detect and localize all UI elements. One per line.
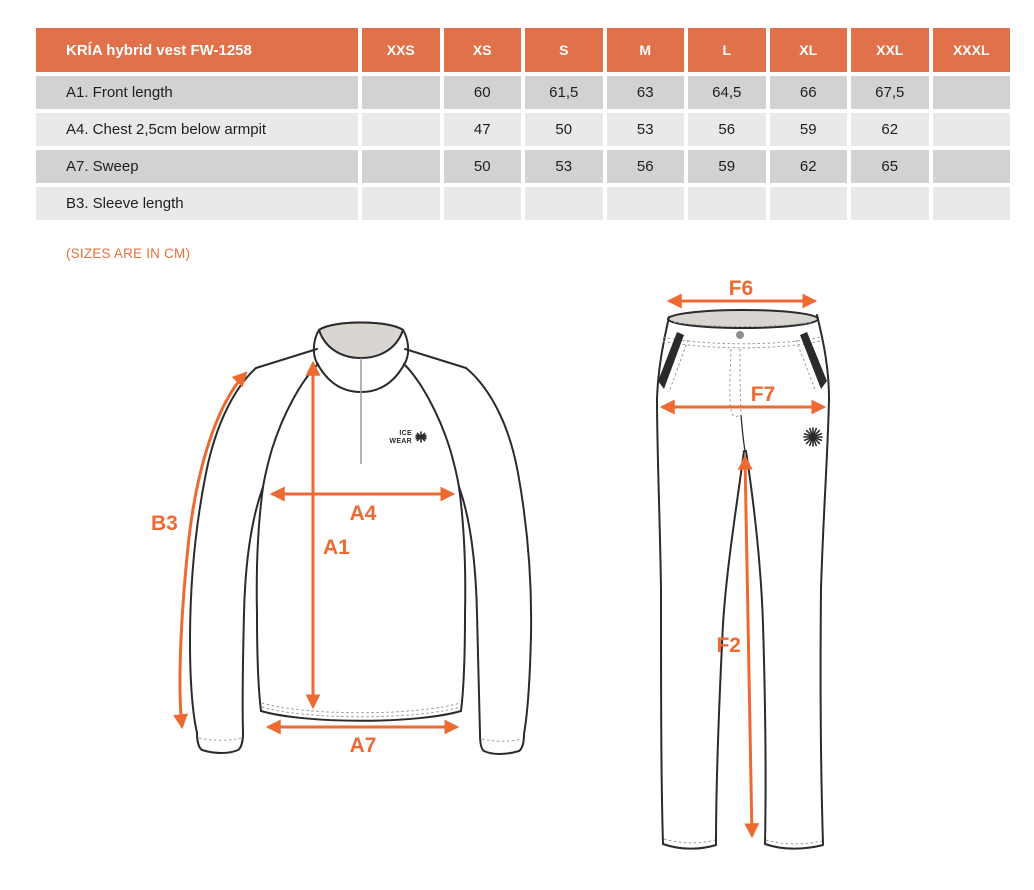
pants-right-outer-seam: [817, 315, 829, 844]
size-cell: [607, 187, 685, 220]
vest-hem-stitch-1: [262, 703, 460, 713]
f7-label: F7: [750, 383, 776, 406]
pants-fly-stitch-2: [740, 349, 741, 413]
pants-left-outer-seam: [657, 317, 669, 844]
a7-label: A7: [349, 734, 377, 757]
size-cell: [933, 150, 1011, 183]
vest-left-shoulder-seam: [256, 349, 317, 368]
size-cell: [444, 187, 522, 220]
table-row: [36, 76, 1010, 109]
size-cell: 62: [851, 113, 929, 146]
pants-button: [736, 331, 744, 339]
vest-right-cuff-stitch: [482, 739, 522, 741]
icewear-logo-text-line2: WEAR: [389, 438, 412, 445]
a4-label: A4: [349, 502, 377, 525]
vest-right-sleeve-outer: [466, 368, 531, 734]
size-cell: [933, 187, 1011, 220]
size-cell: 61,5: [525, 76, 603, 109]
size-cell: [933, 76, 1011, 109]
size-cell: 56: [688, 113, 766, 146]
size-header-xxl: XXL: [851, 28, 929, 72]
vest-right-shoulder-seam: [405, 349, 466, 368]
size-cell: 59: [770, 113, 848, 146]
table-row: [36, 187, 1010, 220]
vest-hem: [261, 711, 461, 721]
size-header-m: M: [607, 28, 685, 72]
size-chart-table: [32, 24, 1014, 224]
size-cell: 50: [444, 150, 522, 183]
table-title: KRÍA hybrid vest FW-1258: [36, 28, 358, 72]
pants-center-front-line: [741, 415, 745, 451]
pants-snowflake-icon: [804, 428, 822, 446]
size-cell: [525, 187, 603, 220]
pants-left-hem-stitch: [664, 839, 715, 843]
size-cell: 64,5: [688, 76, 766, 109]
size-cell: [933, 113, 1011, 146]
pants-diagram: [657, 277, 829, 849]
size-header-s: S: [525, 28, 603, 72]
size-header-xl: XL: [770, 28, 848, 72]
row-label: B3. Sleeve length: [36, 187, 358, 220]
vest-measurements: [151, 363, 457, 757]
size-cell: [770, 187, 848, 220]
table-row: [36, 113, 1010, 146]
icewear-logo: [389, 430, 426, 445]
f2-label: F2: [716, 634, 741, 657]
icewear-snowflake-icon: [416, 432, 426, 442]
size-cell: [688, 187, 766, 220]
f2-inseam-arrow: [745, 457, 752, 836]
size-cell: [362, 150, 440, 183]
size-cell: 63: [607, 76, 685, 109]
size-header-xxxl: XXXL: [933, 28, 1011, 72]
size-cell: [362, 76, 440, 109]
table-row: [36, 150, 1010, 183]
pants-measurements: [662, 277, 824, 836]
pants-left-hem: [663, 844, 716, 849]
pants-right-hem-stitch: [766, 840, 822, 844]
size-header-xxs: XXS: [362, 28, 440, 72]
pants-right-hem: [765, 844, 823, 849]
size-cell: [851, 187, 929, 220]
size-cell: [362, 113, 440, 146]
vest-diagram: [151, 323, 531, 758]
f6-label: F6: [728, 277, 754, 300]
units-note: (SIZES ARE IN CM): [66, 246, 191, 261]
size-cell: 56: [607, 150, 685, 183]
vest-left-raglan-seam: [263, 364, 318, 487]
size-cell: 59: [688, 150, 766, 183]
icewear-logo-text-line1: ICE: [399, 430, 412, 437]
size-cell: 53: [607, 113, 685, 146]
size-cell: 62: [770, 150, 848, 183]
row-label: A1. Front length: [36, 76, 358, 109]
vest-right-side-seam: [459, 487, 465, 711]
vest-right-cuff: [480, 734, 524, 754]
size-cell: [362, 187, 440, 220]
size-cell: 60: [444, 76, 522, 109]
row-label: A7. Sweep: [36, 150, 358, 183]
vest-left-side-seam: [257, 487, 263, 711]
table-header-row: [36, 28, 1010, 72]
size-cell: 47: [444, 113, 522, 146]
vest-left-cuff-stitch: [199, 738, 241, 740]
size-cell: 66: [770, 76, 848, 109]
measurement-diagrams: [0, 261, 1034, 889]
row-label: A4. Chest 2,5cm below armpit: [36, 113, 358, 146]
size-cell: 53: [525, 150, 603, 183]
pants-waist-opening: [668, 310, 818, 328]
a1-label: A1: [323, 536, 350, 559]
size-cell: 65: [851, 150, 929, 183]
size-header-l: L: [688, 28, 766, 72]
b3-label: B3: [151, 512, 178, 535]
size-header-xs: XS: [444, 28, 522, 72]
size-cell: 50: [525, 113, 603, 146]
size-cell: 67,5: [851, 76, 929, 109]
vest-right-raglan-seam: [404, 364, 459, 487]
vest-left-sleeve-outer: [190, 368, 256, 733]
vest-left-cuff: [197, 733, 243, 753]
